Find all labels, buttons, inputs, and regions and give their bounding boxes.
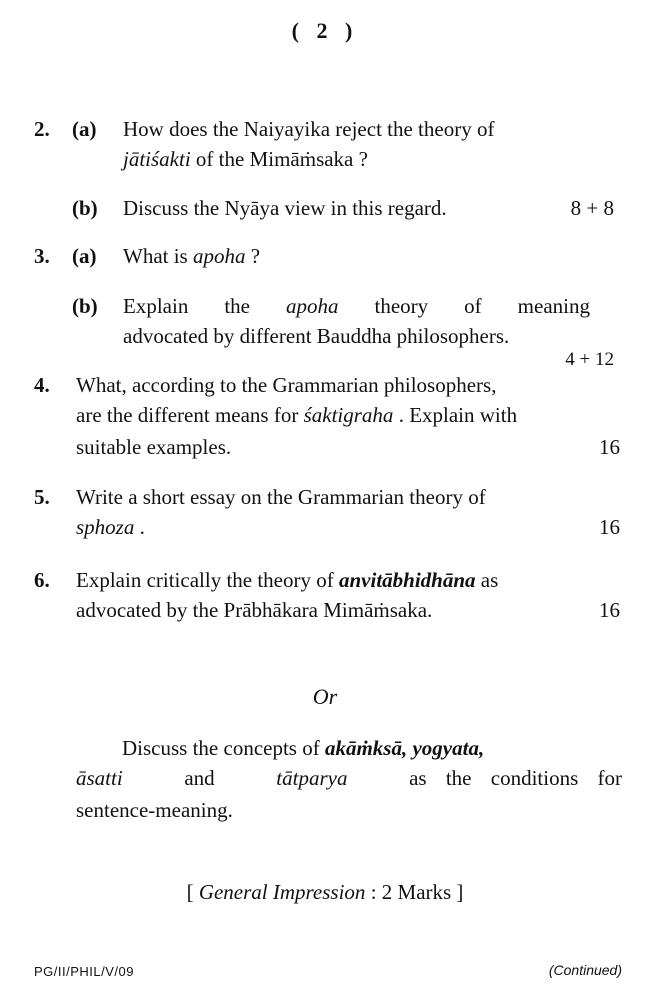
question-text (76, 400, 517, 430)
italic-term: sphoza (76, 515, 135, 539)
question-5 (0, 482, 650, 546)
or-divider: Or (312, 684, 338, 709)
question-number: 3. (34, 244, 50, 268)
question-number: 4. (34, 373, 50, 397)
italic-term: śaktigraha (303, 403, 394, 427)
marks: 16 (599, 598, 620, 622)
marks: 16 (599, 435, 620, 459)
continued-label: (Continued) (548, 962, 622, 978)
question-2b (0, 193, 650, 227)
italic-term: apoha (286, 294, 339, 318)
text-segment: Explain the (123, 294, 286, 318)
question-text (123, 114, 494, 144)
bold-italic-term: akāṁksā, yogyata, (324, 736, 485, 760)
text-segment: [ (186, 880, 199, 904)
italic-term: General Impression (198, 880, 366, 904)
question-text (123, 241, 260, 271)
question-number: 6. (34, 568, 50, 592)
marks: 8 + 8 (570, 196, 614, 220)
text-segment: as the conditions for (409, 766, 622, 790)
text-segment: theory of meaning (338, 294, 590, 318)
text-segment: as (475, 568, 499, 592)
text-segment: of the Mimāṁsaka ? (190, 147, 368, 171)
italic-term: jātiśakti (123, 147, 191, 171)
text-segment: . (134, 515, 145, 539)
text-segment: : 2 Marks ] (365, 880, 464, 904)
paper-code: PG/II/PHIL/V/09 (34, 964, 134, 979)
bold-italic-term: anvitābhidhāna (339, 568, 476, 592)
text-segment: Explain critically the theory of (76, 568, 339, 592)
question-text (123, 144, 368, 174)
question-text: Discuss the Nyāya view in this regard. (123, 196, 447, 220)
general-impression (0, 880, 650, 905)
text-segment: are the different means for (76, 403, 304, 427)
question-number: 2. (34, 117, 50, 141)
question-text: sentence-meaning. (76, 798, 233, 822)
marks: 16 (599, 515, 620, 539)
question-3 (0, 241, 650, 275)
text-segment: . Explain with (393, 403, 518, 427)
question-4 (0, 370, 650, 466)
question-text (76, 565, 498, 595)
question-text: advocated by different Bauddha philosophers. (123, 324, 510, 348)
question-text (76, 763, 622, 793)
question-text (123, 291, 590, 321)
text-segment: Discuss the concepts of (122, 736, 325, 760)
question-number: 5. (34, 485, 50, 509)
part-label: (a) (72, 117, 97, 141)
question-text: What, according to the Grammarian philosophers, (76, 373, 497, 397)
italic-term: apoha (192, 244, 246, 268)
page-number: ( 2 ) (291, 18, 359, 43)
marks: 4 + 12 (565, 349, 614, 370)
question-3b (0, 291, 650, 371)
part-label: (b) (72, 294, 98, 318)
text-segment: How does the Naiyayika reject the theory of (123, 117, 495, 141)
question-text (76, 512, 145, 542)
question-6 (0, 565, 650, 629)
text-segment: ? (245, 244, 261, 268)
part-label: (a) (72, 244, 97, 268)
question-text: advocated by the Prābhākara Mimāṁsaka. (76, 598, 433, 622)
alternative-question (0, 733, 650, 833)
part-label: (b) (72, 196, 98, 220)
italic-term: tātparya (276, 766, 348, 790)
question-text (122, 733, 484, 763)
italic-term: āsatti (76, 766, 123, 790)
question-text: suitable examples. (76, 435, 232, 459)
text-segment: What is (123, 244, 193, 268)
question-text: Write a short essay on the Grammarian theory of (76, 485, 486, 509)
text-segment: and (184, 766, 215, 790)
